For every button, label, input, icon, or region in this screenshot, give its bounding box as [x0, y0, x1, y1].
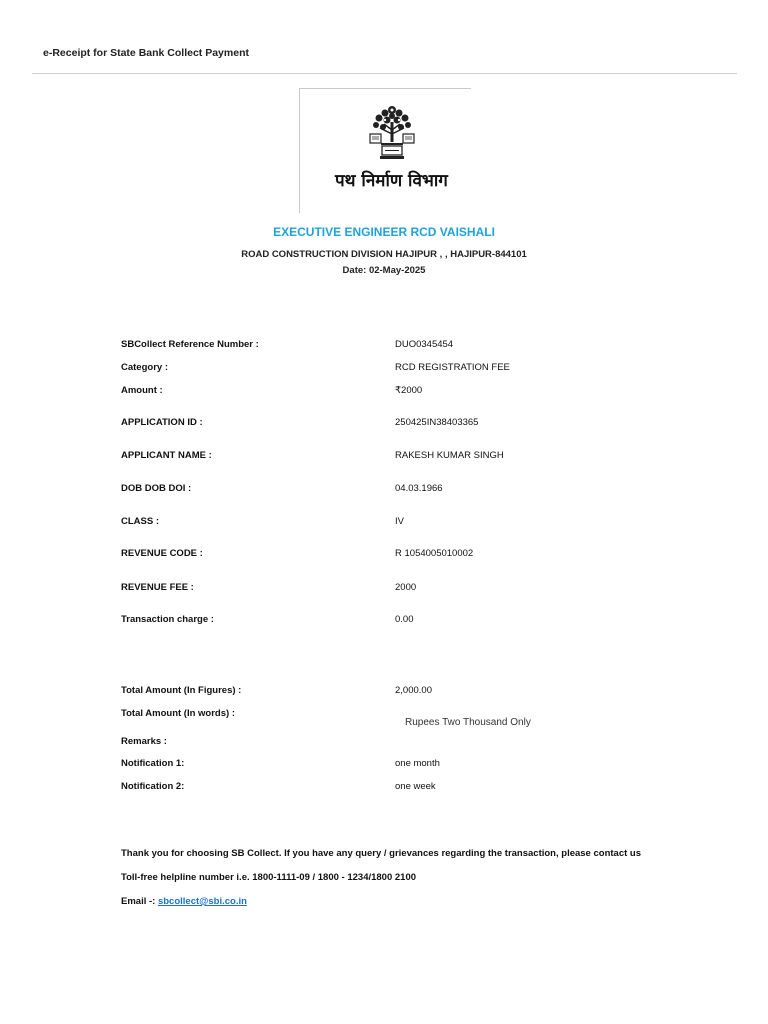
notification-2-label: Notification 2: — [121, 781, 185, 792]
office-name: EXECUTIVE ENGINEER RCD VAISHALI — [273, 225, 495, 239]
notification-1-label: Notification 1: — [121, 758, 185, 769]
department-name: पथ निर्माण विभाग — [335, 171, 448, 191]
revenue-fee-label: REVENUE FEE : — [121, 582, 194, 593]
transaction-charge-value: 0.00 — [395, 614, 414, 625]
revenue-fee-value: 2000 — [395, 582, 417, 593]
revenue-code-label: REVENUE CODE : — [121, 548, 203, 559]
support-email-link[interactable]: sbcollect@sbi.co.in — [157, 896, 247, 907]
remarks-label: Remarks : — [121, 736, 167, 747]
total-words-value: Rupees Two Thousand Only — [405, 717, 531, 728]
amount-value: ₹2000 — [395, 385, 423, 396]
reference-number-label: SBCollect Reference Number : — [121, 339, 259, 350]
transaction-charge-label: Transaction charge : — [121, 614, 214, 625]
class-value: IV — [395, 516, 404, 527]
logo-frame-top — [299, 88, 471, 89]
category-label: Category : — [121, 362, 168, 373]
notification-1-value: one month — [395, 758, 440, 769]
total-figures-label: Total Amount (In Figures) : — [121, 685, 242, 696]
class-label: CLASS : — [121, 516, 159, 527]
receipt-header-title: e-Receipt for State Bank Collect Payment — [43, 47, 249, 59]
logo-frame-left — [299, 88, 300, 213]
total-figures-value: 2,000.00 — [395, 685, 432, 696]
application-id-label: APPLICATION ID : — [121, 417, 203, 428]
thank-you-note: Thank you for choosing SB Collect. If you have any query / grievances regarding the transaction, please contact us — [121, 848, 641, 859]
amount-label: Amount : — [121, 385, 163, 396]
department-logo — [299, 88, 471, 213]
helpline-note: Toll-free helpline number i.e. 1800-1111-09 / 1800 - 1234/1800 2100 — [121, 872, 417, 883]
notification-2-value: one week — [395, 781, 436, 792]
dob-label: DOB DOB DOI : — [121, 483, 192, 494]
receipt-date: Date: 02-May-2025 — [342, 265, 426, 276]
email-label: Email -: — [121, 896, 158, 907]
header-divider — [32, 73, 737, 74]
office-address: ROAD CONSTRUCTION DIVISION HAJIPUR , , HAJIPUR-844101 — [241, 249, 527, 260]
revenue-code-value: R 1054005010002 — [395, 548, 474, 559]
email-line — [121, 896, 247, 907]
applicant-name-value: RAKESH KUMAR SINGH — [395, 450, 504, 461]
bihar-emblem-icon — [367, 104, 417, 162]
application-id-value: 250425IN38403365 — [395, 417, 479, 428]
total-words-label: Total Amount (In words) : — [121, 708, 235, 719]
applicant-name-label: APPLICANT NAME : — [121, 450, 212, 461]
reference-number-value: DUO0345454 — [395, 339, 454, 350]
category-value: RCD REGISTRATION FEE — [395, 362, 510, 373]
dob-value: 04.03.1966 — [395, 483, 443, 494]
